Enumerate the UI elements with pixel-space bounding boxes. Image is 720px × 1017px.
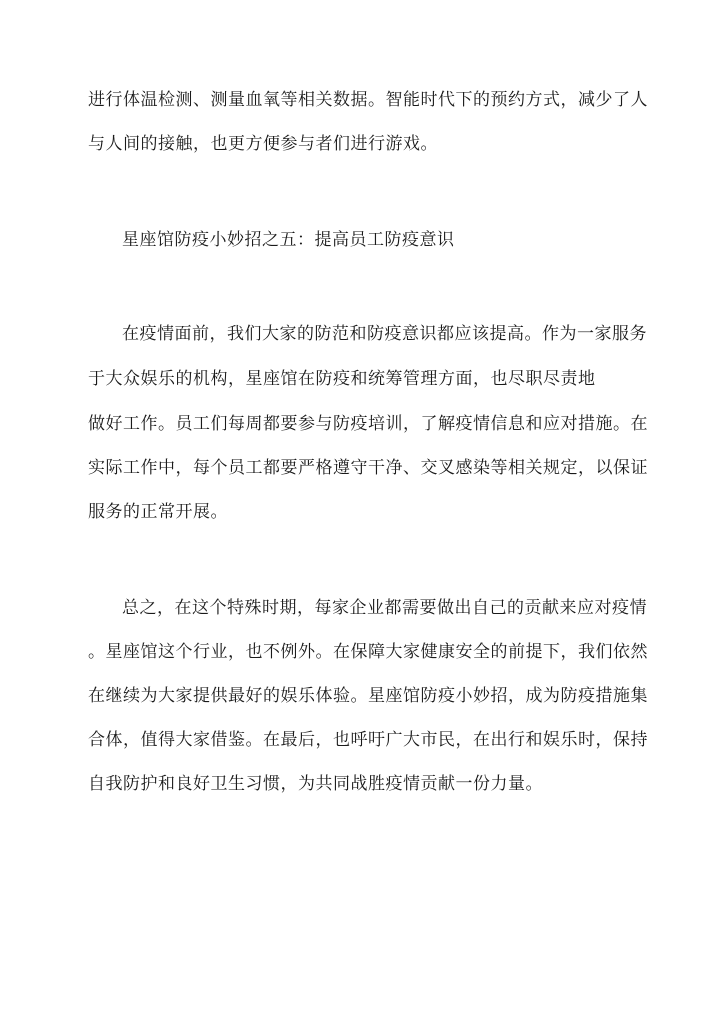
paragraph-line: 在继续为大家提供最好的娱乐体验。星座馆防疫小妙招，成为防疫措施集	[88, 686, 648, 706]
paragraph-line: 做好工作。员工们每周都要参与防疫培训，了解疫情信息和应对措施。在	[88, 414, 648, 434]
paragraph-line: 。星座馆这个行业，也不例外。在保障大家健康安全的前提下，我们依然	[88, 642, 648, 662]
section-heading: 星座馆防疫小妙招之五：提高员工防疫意识	[122, 230, 455, 250]
paragraph-line: 在疫情面前，我们大家的防范和防疫意识都应该提高。作为一家服务	[122, 324, 647, 344]
paragraph-line: 与人间的接触，也更方便参与者们进行游戏。	[88, 134, 438, 154]
paragraph-line: 合体，值得大家借鉴。在最后，也呼吁广大市民，在出行和娱乐时，保持	[88, 730, 648, 750]
paragraph-line: 总之，在这个特殊时期，每家企业都需要做出自己的贡献来应对疫情	[122, 598, 647, 618]
paragraph-line: 于大众娱乐的机构，星座馆在防疫和统筹管理方面，也尽职尽责地	[88, 369, 596, 389]
paragraph-line: 实际工作中，每个员工都要严格遵守干净、交叉感染等相关规定，以保证	[88, 458, 648, 478]
paragraph-line: 自我防护和良好卫生习惯，为共同战胜疫情贡献一份力量。	[88, 774, 543, 794]
paragraph-line: 进行体温检测、测量血氧等相关数据。智能时代下的预约方式，减少了人	[88, 90, 648, 110]
paragraph-line: 服务的正常开展。	[88, 502, 228, 522]
